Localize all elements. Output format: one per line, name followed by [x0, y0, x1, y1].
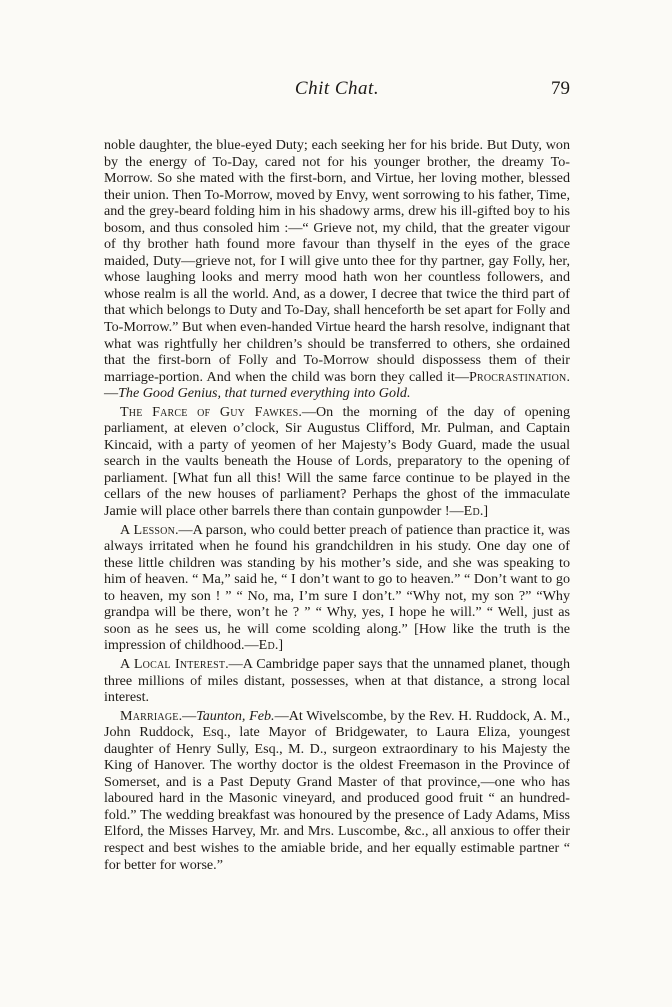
paragraph-marriage — [104, 708, 570, 873]
text-run: .—On the morning of the day of opening parliament, at eleven o’clock, Sir Augustus Clifford, Mr. Pulman, and Captain Kincaid, with a party of yeomen of her Majesty’s Body Guard, made the usual search in the vaults beneath the House of Lords, preparatory to the opening of parliament. [What fun all this! Will the same farce continue to be played in the cellars of the new houses of parliament? Perhaps the ghost of the immaculate Jamie will place other barrels there than contain gunpowder !— — [104, 403, 571, 520]
section-heading: A Local Interest — [120, 655, 226, 672]
paragraph-procrastination — [104, 137, 570, 402]
italic-run: Taunton, Feb. — [196, 707, 275, 724]
text-run: .— — [104, 368, 570, 402]
editor-mark: Ed — [258, 637, 275, 654]
section-heading: A Lesson — [120, 521, 175, 538]
editor-mark: Ed — [463, 503, 480, 520]
text-run: .—A parson, who could better preach of patience than practice it, was always irritated when he found his grandchildren in his study. One day one of these little children was standing by his mother’s side, and she was speaking to him of heaven. “ Ma,” said he, “ I don’t want to go to heaven.” “ Don’t want to go to heaven, my son ! ” “ No, ma, I’m sure I don’t.” “Why not, my son ?” “Why grandpa will be there, won’t he ? ” “ Why, yes, I hope he will.” “ Well, just as soon as he sees us, he will come scolding along.” [How like the truth is the impression of childhood.— — [104, 521, 570, 654]
paragraph-local-interest — [104, 656, 570, 706]
section-heading: The Farce of Guy Fawkes — [120, 403, 299, 420]
section-heading: Procrastination — [468, 368, 567, 385]
text-run: —At Wivelscombe, by the Rev. H. Ruddock, A. M., John Ruddock, Esq., late Mayor of Bridgewater, to Laura Eliza, youngest daughter of Henry Sully, Esq., M. D., surgeon extraordinary to his Majesty the King of Hanover. The worthy doctor is the oldest Freemason in the Province of Somerset, and is a Past Deputy Grand Master of that province,—one who has laboured hard in the Masonic vineyard, and produced good fruit “ an hundred-fold.” The wedding breakfast was honoured by the presence of Lady Adams, Miss Elford, the Misses Harvey, Mr. and Mrs. Luscombe, &c., all anxious to offer their respect and best wishes to the amiable bride, and her equally estimable partner “ for better for worse.” — [104, 707, 570, 873]
text-run: .] — [479, 503, 489, 520]
text-run: .—A Cambridge paper says that the unnamed planet, though three millions of miles distant, possesses, when at that distance, a strong local interest. — [104, 655, 570, 706]
italic-run: The Good Genius, that turned everything into Gold. — [118, 385, 411, 402]
section-heading: Marriage — [120, 707, 179, 724]
paragraph-lesson — [104, 522, 570, 654]
text-run: .] — [274, 637, 284, 654]
article-body — [104, 137, 570, 873]
text-run: .— — [178, 707, 197, 724]
text-run: noble daughter, the blue-eyed Duty; each seeking her for his bride. But Duty, won by the energy of To-Day, cared not for his younger brother, the dreamy To-Morrow. So she mated with the first-born, and Virtue, her loving mother, blessed their union. Then To-Morrow, moved by Envy, went sorrowing to his father, Time, and the grey-beard folding him in his shadowy arms, drew his ill-gifted boy to his bosom, and thus consoled him :—“ Grieve not, my child, that the greater vigour of thy brother hath found more favour than thyself in the eyes of the grace maided, Duty—grieve not, for I will give unto thee for thy partner, gay Folly, her, whose laughing looks and merry mood hath won her countless followers, and whose realm is all the world. And, as a dower, I decree that twice the third part of that which belongs to Duty and To-Day, shall henceforth be set apart for Folly and To-Morrow.” But when even-handed Virtue heard the harsh resolve, indignant that what was rightfully her children’s should be transferred to others, she ordained that the first-born of Folly and To-Morrow should dispossess them of their marriage-portion. And when the child was born they called it— — [104, 137, 570, 385]
running-title: Chit Chat. — [294, 78, 380, 99]
page-header — [104, 78, 570, 102]
page-number: 79 — [551, 78, 570, 99]
paragraph-guy-fawkes — [104, 404, 570, 520]
